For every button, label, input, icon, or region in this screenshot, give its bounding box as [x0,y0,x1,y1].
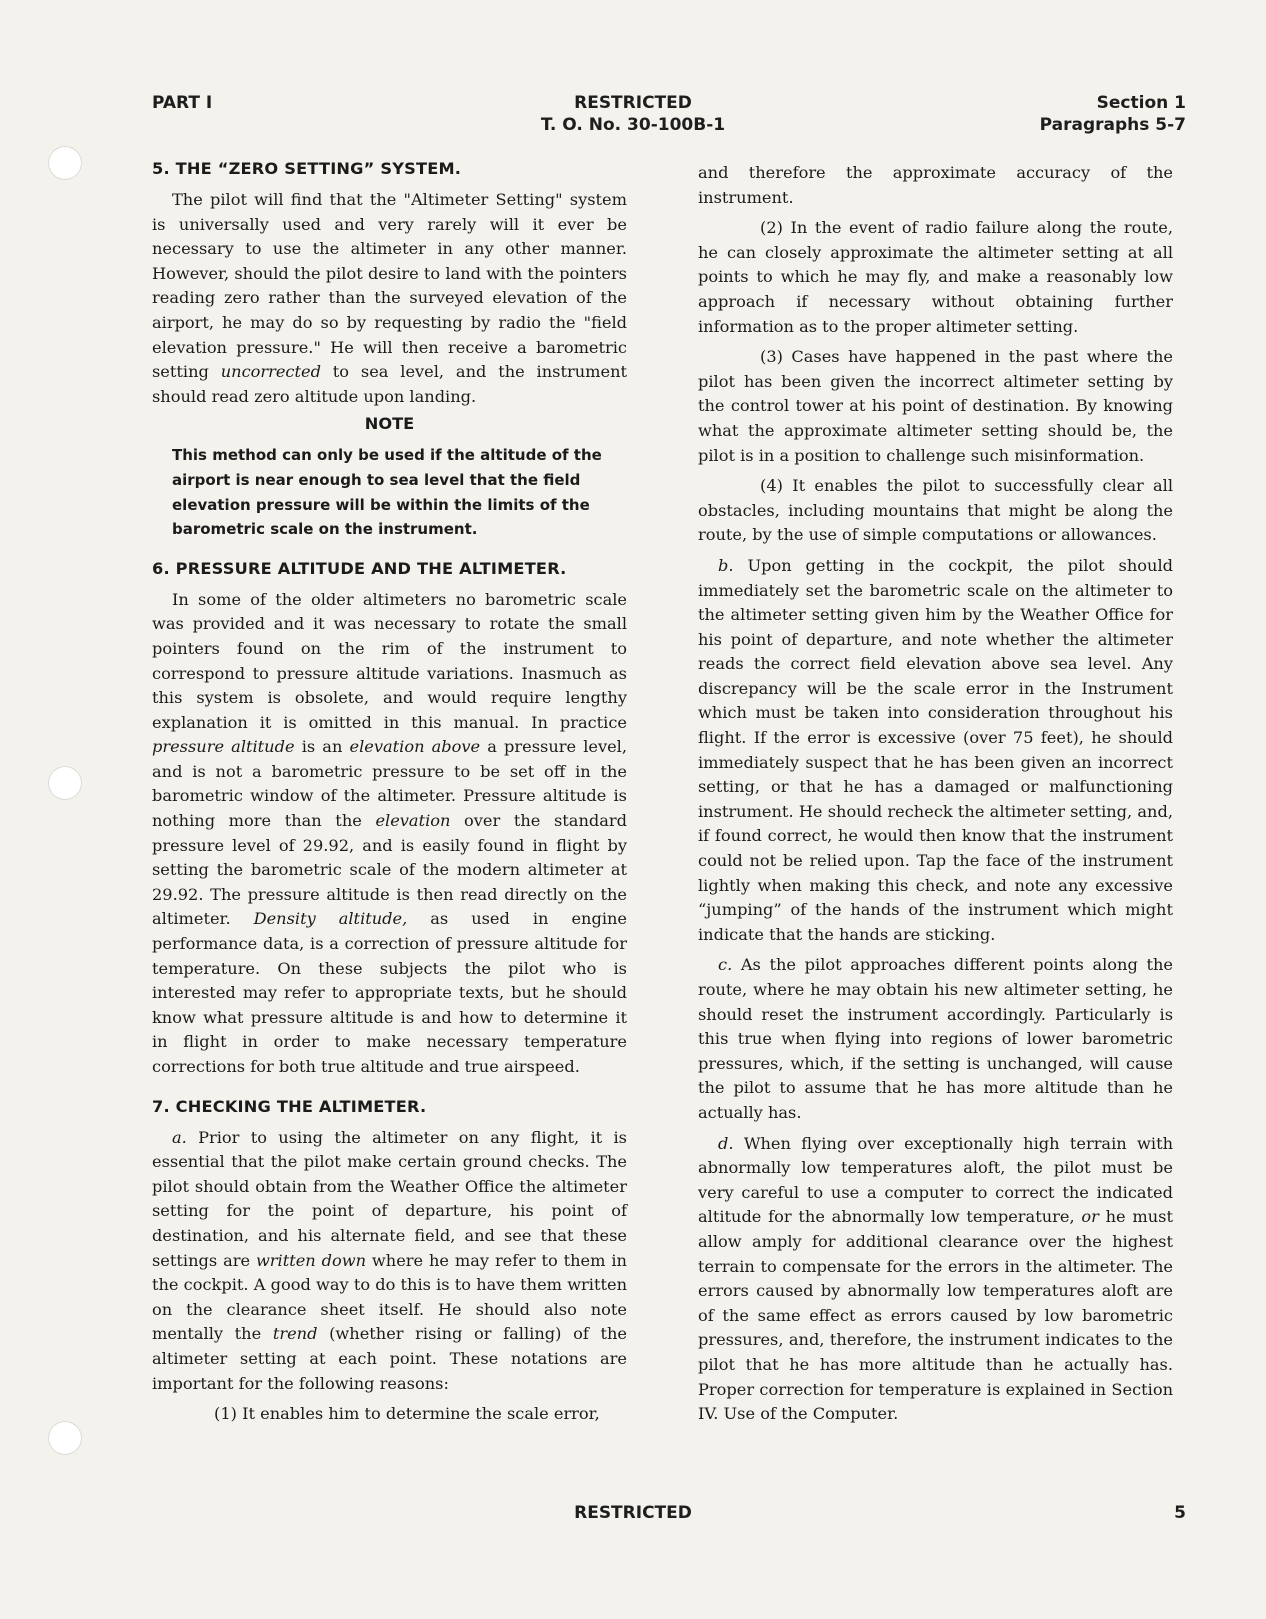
section-7a-paragraph: a. Prior to using the altimeter on any flight, it is essential that the pilot make certain ground checks. The pilot should obtain from the Weather Office the altimeter setting for the point of departure, his point of destination, and his alternate field, and see that these settings are written down where he may refer to them in the cockpit. A good way to do this is to have them written on the clearance sheet itself. He should also note mentally the trend (whether rising or falling) of the altimeter setting at each point. These notations are important for the following reasons: [152,1127,627,1393]
header-paragraphs: Paragraphs 5-7 [1039,115,1186,135]
right-column [698,161,1173,1427]
header-section [1040,92,1186,136]
footer-classification: RESTRICTED [574,1503,692,1523]
section-7-heading: 7. CHECKING THE ALTIMETER. [152,1096,427,1116]
section-7-item-1-start: (1) It enables him to determine the scale error, [214,1404,600,1424]
header-part: PART I [152,93,213,113]
binder-hole-top [48,146,82,180]
binder-hole-bottom [48,1421,82,1455]
section-7d-paragraph: d. When flying over exceptionally high terrain with abnormally low temperatures aloft, the pilot must be very careful to use a computer to correct the indicated altitude for the abnormally low temperature, or he must allow amply for additional clearance over the highest terrain to compensate for the errors in the altimeter. The errors caused by abnormally low temperatures aloft are of the same effect as errors caused by low barometric pressures, and, therefore, the instrument indicates to the pilot that he has more altitude than he actually has. Proper correction for temperature is explained in Section IV. Use of the Computer. [698,1133,1173,1424]
section-6-paragraph: In some of the older altimeters no barometric scale was provided and it was necessary to rotate the small pointers found on the rim of the instrument to correspond to pressure altitude variations. Inasmuch as this system is obsolete, and would require lengthy explanation it is omitted in this manual. In practice pressure altitude is an elevation above a pressure level, and is not a barometric pressure to be set off in the barometric window of the altimeter. Pressure altitude is nothing more than the elevation over the standard pressure level of 29.92, and is easily found in flight by setting the barometric scale of the modern altimeter at 29.92. The pressure altitude is then read directly on the altimeter. Density altitude, as used in engine performance data, is a correction of pressure altitude for temperature. On these subjects the pilot who is interested may refer to appropriate texts, but he should know what pressure altitude is and how to determine it in flight in order to make necessary temperature corrections for both true altitude and true airspeed. [152,589,628,1076]
section-7-item-3: (3) Cases have happened in the past where the pilot has been given the incorrect altimeter setting by the control tower at his point of destination. By knowing what the approximate altimeter setting should be, the pilot is in a position to challenge such misinformation. [698,347,1173,465]
header-classification: RESTRICTED [574,93,692,113]
section-7-item-4: (4) It enables the pilot to successfully clear all obstacles, including mountains that might be along the route, by the use of simple computations or allowances. [698,476,1173,545]
section-7-item-2: (2) In the event of radio failure along the route, he can closely approximate the altimeter setting at all points to which he may fly, and make a reasonably low approach if necessary without obtaining further information as to the proper altimeter setting. [698,218,1173,336]
section-5-heading: 5. THE “ZERO SETTING” SYSTEM. [152,159,462,178]
binder-hole-middle [48,766,82,800]
page-number: 5 [1174,1503,1186,1523]
note-title: NOTE [364,414,415,434]
section-6-heading: 6. PRESSURE ALTITUDE AND THE ALTIMETER. [152,558,567,578]
left-column [152,158,627,1427]
note-body: This method can only be used if the altitude of the airport is near enough to sea level that the field elevation pressure will be within the limits of the barometric scale on the instrument. [172,446,602,539]
section-7b-paragraph: b. Upon getting in the cockpit, the pilot should immediately set the barometric scale on the altimeter to the altimeter setting given him by the Weather Office for his point of departure, and note whether the altimeter reads the correct field elevation above sea level. Any discrepancy will be the scale error in the Instrument which must be taken into consideration throughout his flight. If the error is excessive (over 75 feet), he should immediately suspect that he has been given an incorrect setting, or that he has a damaged or malfunctioning instrument. He should recheck the altimeter setting, and, if found correct, he would then know that the instrument could not be relied upon. Tap the face of the instrument lightly when making this check, and note any excessive “jumping” of the hands of the instrument which might indicate that the hands are sticking. [698,555,1173,944]
section-5-paragraph: The pilot will find that the "Altimeter Setting" system is universally used and very rarely will it ever be necessary to use the altimeter in any other manner. However, should the pilot desire to land with the pointers reading zero rather than the surveyed elevation of the airport, he may do so by requesting by radio the "field elevation pressure." He will then receive a barometric setting uncorrected to sea level, and the instrument should read zero altitude upon landing. [152,190,627,406]
header-tech-order: T. O. No. 30-100B-1 [540,115,726,135]
header-section-number: Section 1 [1096,93,1186,113]
section-7c-paragraph: c. As the pilot approaches different points along the route, where he may obtain his new altimeter setting, he should reset the instrument accordingly. Particularly is this true when flying into regions of lower barometric pressures, which, if the setting is unchanged, will cause the pilot to assume that he has more altitude than he actually has. [698,955,1173,1122]
section-7-item-1-continued: and therefore the approximate accuracy of the instrument. [698,163,1173,207]
